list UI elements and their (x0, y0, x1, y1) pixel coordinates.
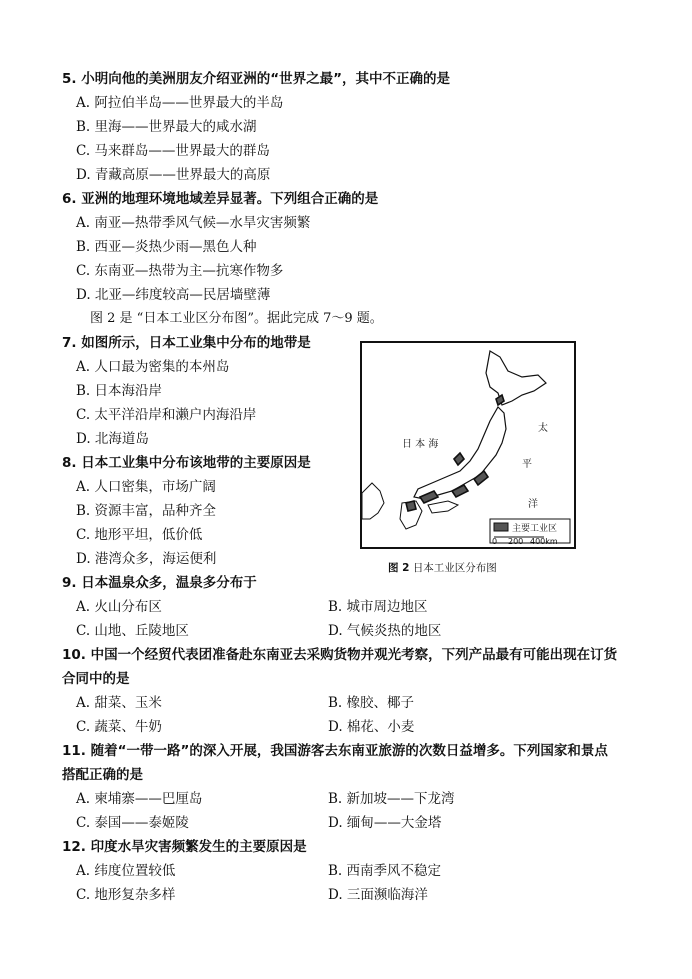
q11-stem-line2: 搭配正确的是 (62, 767, 143, 783)
map-caption-number: 图 2 (388, 562, 410, 574)
map-drawing (362, 343, 574, 547)
q10-option-b[interactable]: B. 橡胶、椰子 (328, 695, 415, 711)
q8-option-b[interactable]: B. 资源丰富，品种齐全 (76, 503, 217, 519)
q10-option-d[interactable]: D. 棉花、小麦 (328, 719, 415, 735)
q7-option-b[interactable]: B. 日本海沿岸 (76, 383, 163, 399)
map-caption (388, 560, 497, 575)
q9-option-c[interactable]: C. 山地、丘陵地区 (76, 623, 189, 639)
q11-option-a[interactable]: A. 柬埔寨——巴厘岛 (76, 791, 203, 807)
q6-option-a[interactable]: A. 南亚—热带季风气候—水旱灾害频繁 (76, 215, 311, 231)
q11-option-c[interactable]: C. 泰国——泰姬陵 (76, 815, 189, 831)
q12-option-c[interactable]: C. 地形复杂多样 (76, 887, 176, 903)
q5-option-d[interactable]: D. 青藏高原——世界最大的高原 (76, 167, 271, 183)
q9-option-d[interactable]: D. 气候炎热的地区 (328, 623, 442, 639)
q6-option-b[interactable]: B. 西亚—炎热少雨—黑色人种 (76, 239, 257, 255)
q8-stem: 8. 日本工业集中分布该地带的主要原因是 (62, 455, 311, 471)
q11-option-d[interactable]: D. 缅甸——大金塔 (328, 815, 442, 831)
map-caption-text: 日本工业区分布图 (412, 562, 497, 574)
q7-option-c[interactable]: C. 太平洋沿岸和濑户内海沿岸 (76, 407, 257, 423)
legend-swatch (494, 523, 508, 531)
q7-option-a[interactable]: A. 人口最为密集的本州岛 (76, 359, 230, 375)
figure-intro: 图 2 是 “日本工业区分布图”。据此完成 7～9 题。 (90, 311, 383, 326)
sea-of-japan-label: 日 本 海 (402, 439, 439, 450)
pacific-label-3: 洋 (528, 499, 538, 510)
q5-option-c[interactable]: C. 马来群岛——世界最大的群岛 (76, 143, 270, 159)
korea-peninsula-shape (362, 483, 384, 519)
scale-tick-0: 0 (492, 537, 498, 546)
scale-tick-400: 400km (530, 537, 558, 546)
q12-option-d[interactable]: D. 三面濒临海洋 (328, 887, 428, 903)
q7-option-d[interactable]: D. 北海道岛 (76, 431, 149, 447)
q12-stem: 12. 印度水旱灾害频繁发生的主要原因是 (62, 839, 307, 855)
pacific-label-1: 太 (538, 423, 548, 434)
q9-option-b[interactable]: B. 城市周边地区 (328, 599, 428, 615)
hokkaido-shape (486, 351, 546, 405)
q10-option-a[interactable]: A. 甜菜、玉米 (76, 695, 162, 711)
q10-stem-line1: 10. 中国一个经贸代表团准备赴东南亚去采购货物并观光考察，下列产品最有可能出现在订货 (62, 647, 618, 663)
q10-option-c[interactable]: C. 蔬菜、牛奶 (76, 719, 162, 735)
q10-stem-line2: 合同中的是 (62, 671, 130, 687)
q12-option-b[interactable]: B. 西南季风不稳定 (328, 863, 442, 879)
q6-stem: 6. 亚洲的地理环境地域差异显著。下列组合正确的是 (62, 191, 379, 207)
q5-stem: 5. 小明向他的美洲朋友介绍亚洲的“世界之最”，其中不正确的是 (62, 71, 450, 87)
q11-option-b[interactable]: B. 新加坡——下龙湾 (328, 791, 455, 807)
q8-option-c[interactable]: C. 地形平坦，低价低 (76, 527, 203, 543)
shikoku-shape (428, 501, 458, 513)
japan-industrial-map (360, 341, 576, 549)
q8-option-d[interactable]: D. 港湾众多，海运便利 (76, 551, 217, 567)
q8-option-a[interactable]: A. 人口密集，市场广阔 (76, 479, 216, 495)
q5-option-b[interactable]: B. 里海——世界最大的咸水湖 (76, 119, 257, 135)
q12-option-a[interactable]: A. 纬度位置较低 (76, 863, 176, 879)
q6-option-d[interactable]: D. 北亚—纬度较高—民居墙壁薄 (76, 287, 271, 303)
q5-option-a[interactable]: A. 阿拉伯半岛——世界最大的半岛 (76, 95, 284, 111)
legend-label: 主要工业区 (512, 524, 558, 534)
q11-stem-line1: 11. 随着“一带一路”的深入开展，我国游客去东南亚旅游的次数日益增多。下列国家和景点 (62, 743, 608, 759)
pacific-label-2: 平 (522, 459, 532, 470)
scale-tick-200: 200 (508, 537, 524, 546)
q6-option-c[interactable]: C. 东南亚—热带为主—抗寒作物多 (76, 263, 284, 279)
q9-stem: 9. 日本温泉众多，温泉多分布于 (62, 575, 257, 591)
q9-option-a[interactable]: A. 火山分布区 (76, 599, 162, 615)
q7-stem: 7. 如图所示，日本工业集中分布的地带是 (62, 335, 311, 351)
